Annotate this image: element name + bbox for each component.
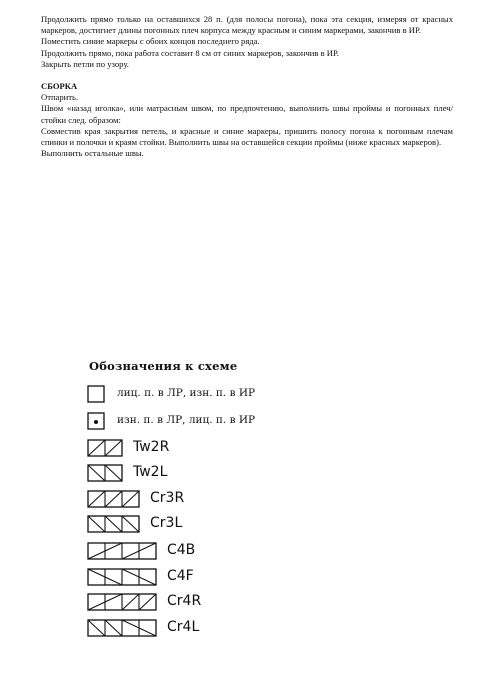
legend-title: Обозначения к схеме (89, 359, 238, 373)
empty-box-icon (87, 385, 107, 405)
legend-label: Tw2R (133, 439, 170, 455)
paragraph: Закрыть петли по узору. (41, 58, 129, 69)
dot-box-icon (87, 412, 107, 432)
cr4l-icon (87, 619, 159, 639)
c4f-icon (87, 568, 159, 588)
tw2l-icon (87, 464, 127, 484)
paragraph: Совместив края закрытия петель, и красные и синие маркеры, пришить полосу погона к погонным плечам спинки и полочки и краям стойки. Выполнить швы на оставшейся секции проймы (ниже красных маркеров). (41, 125, 453, 148)
paragraph: Выполнить остальные швы. (41, 148, 144, 159)
legend-label: Cr4R (167, 593, 202, 609)
instructions-text (41, 14, 453, 159)
legend-label: Cr3R (150, 490, 185, 506)
assembly-heading: СБОРКА (41, 81, 78, 92)
legend-label: C4F (167, 568, 194, 584)
legend-label: C4B (167, 542, 196, 558)
c4b-icon (87, 542, 159, 562)
tw2r-icon (87, 439, 127, 459)
paragraph: Продолжить прямо только на оставшихся 28 п. (для полосы погона), пока эта секция, измеряя от красных маркеров, достигнет длины погонных плеч корпуса между красным и синим маркерами, закончив в ИР. (41, 14, 453, 36)
paragraph: Отпарить. (41, 92, 79, 103)
paragraph: Продолжить прямо, пока работа составит 8 см от синих маркеров, закончив в ИР. (41, 47, 339, 58)
paragraph: Поместить синие маркеры с обоих концов последнего ряда. (41, 36, 260, 47)
cr4r-icon (87, 593, 159, 613)
legend-label: Cr3L (150, 515, 183, 531)
paragraph: Швом «назад иголка», или матрасным швом, по предпочтению, выполнить швы проймы и погонных плеч/стойки след. образом: (41, 103, 453, 125)
legend-label: лиц. п. в ЛР, изн. п. в ИР (117, 387, 256, 399)
legend-label: изн. п. в ЛР, лиц. п. в ИР (117, 414, 256, 426)
legend-label: Tw2L (133, 464, 168, 480)
legend-label: Cr4L (167, 619, 200, 635)
cr3r-icon (87, 490, 143, 510)
cr3l-icon (87, 515, 143, 535)
